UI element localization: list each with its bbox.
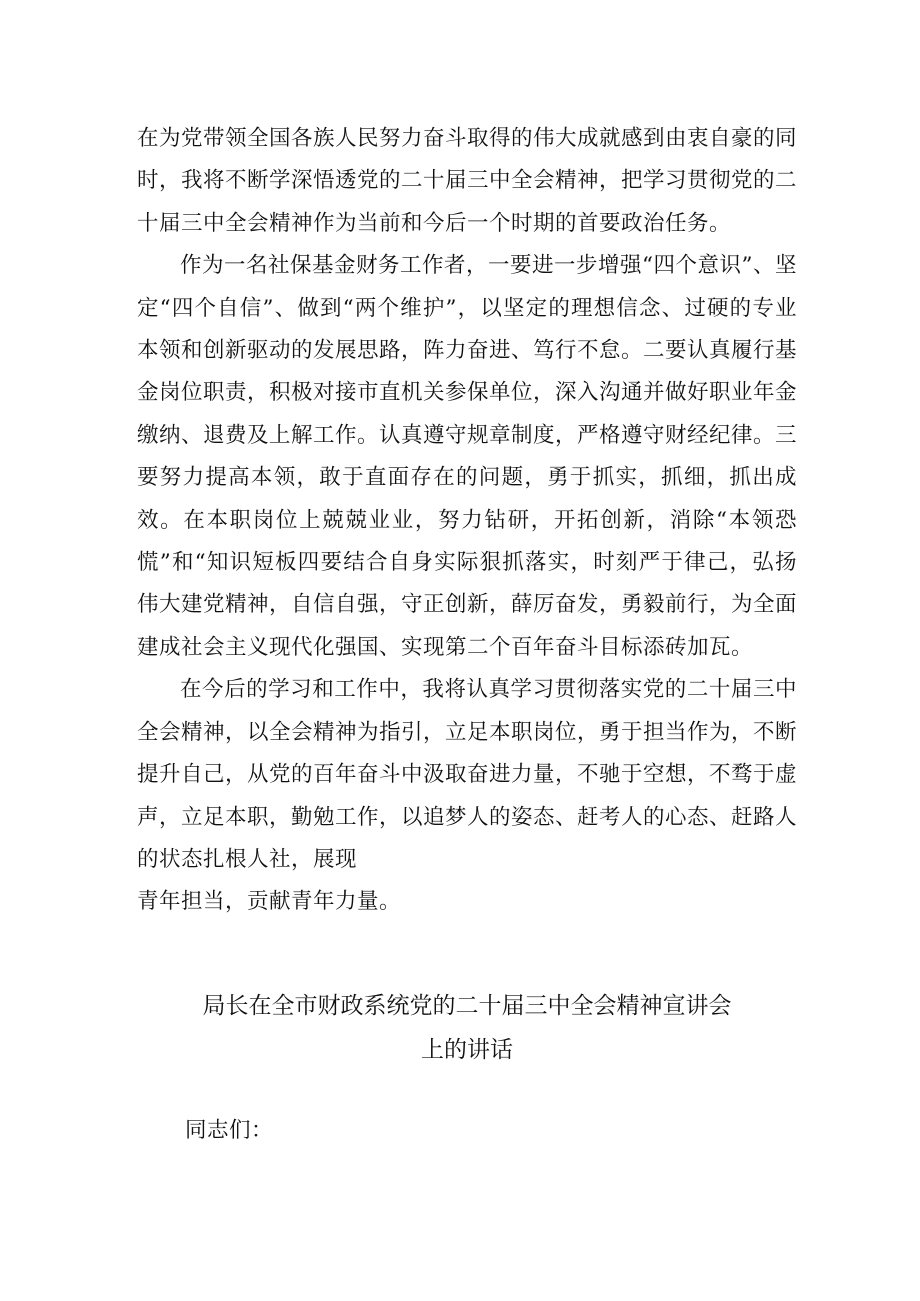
greeting: 同志们： xyxy=(185,1118,274,1143)
paragraph-tail: 青年担当，贡献青年力量。 xyxy=(137,889,402,915)
speech-title-line-1: 局长在全市财政系统党的二十届三中全会精神宣讲会 xyxy=(202,993,732,1019)
speech-title-line-2: 上的讲话 xyxy=(421,1037,513,1063)
paragraph-duties: 作为一名社保基金财务工作者，一要进一步增强“四个意识”、坚定“四个自信”、做到“两个维护”，以坚定的理想信念、过硬的专业本领和创新驱动的发展思路，阵力奋进、笃行不怠。二要认真履行基金岗位职责，积极对接市直机关参保单位，深入沟通并做好职业年金缴纳、退费及上解工作。认真遵守规章制度，严格遵守财经纪律。三要努力提高本领，敢于直面存在的问题，勇于抓实，抓细，抓出成效。在本职岗位上兢兢业业，努力钻研，开拓创新，消除“本领恐慌”和“知识短板四要结合自身实际狠抓落实，时刻严于律己，弘扬伟大建党精神，自信自强，守正创新，薛厉奋发，勇毅前行，为全面建成社会主义现代化强国、实现第二个百年奋斗目标添砖加瓦。 xyxy=(137,253,798,660)
speech-title xyxy=(137,984,797,1072)
paragraph-future: 在今后的学习和工作中，我将认真学习贯彻落实党的二十届三中全会精神，以全会精神为指引，立足本职岗位，勇于担当作为，不断提升自己，从党的百年奋斗中汲取奋进力量，不驰于空想，不骛于虚声，立足本职，勤勉工作，以追梦人的姿态、赶考人的心态、赶路人的状态扎根人社，展现 xyxy=(137,677,798,872)
body-text xyxy=(137,118,797,924)
paragraph-continued: 在为党带领全国各族人民努力奋斗取得的伟大成就感到由衷自豪的同时，我将不断学深悟透党的二十届三中全会精神，把学习贯彻党的二十届三中全会精神作为当前和今后一个时期的首要政治任务。 xyxy=(137,126,798,236)
